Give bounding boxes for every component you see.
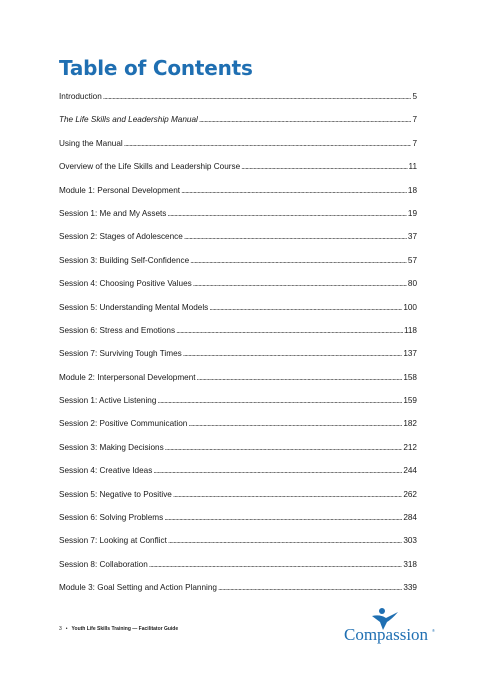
toc-entry-label: Session 1: Me and My Assets	[59, 208, 167, 218]
toc-dot-leader	[176, 326, 403, 335]
toc-dot-leader	[168, 536, 402, 545]
toc-entry[interactable]	[59, 303, 417, 326]
toc-entry-page: 118	[403, 325, 417, 335]
toc-entry[interactable]	[59, 279, 417, 302]
toc-entry-page: 159	[403, 396, 417, 406]
toc-entry-page: 137	[403, 349, 417, 359]
toc-entry-label: Introduction	[59, 92, 102, 101]
toc-entry-label: Session 7: Looking at Conflict	[59, 536, 167, 546]
toc-entry-page: 80	[407, 279, 417, 289]
toc-entry[interactable]	[59, 186, 417, 209]
toc-entry[interactable]	[59, 256, 417, 279]
toc-dot-leader	[157, 396, 402, 405]
toc-entry[interactable]	[59, 466, 417, 489]
toc-dot-leader	[209, 303, 402, 312]
toc-entry-page: 182	[403, 419, 417, 429]
toc-entry-label: Module 1: Personal Development	[59, 185, 181, 195]
toc-entry[interactable]	[59, 583, 417, 606]
toc-entry-label: Session 6: Stress and Emotions	[59, 325, 176, 335]
toc-entry-page: 19	[407, 208, 417, 218]
toc-dot-leader	[218, 583, 402, 592]
toc-entry-label: Using the Manual	[59, 138, 123, 148]
toc-entry-label: Session 7: Surviving Tough Times	[59, 349, 182, 359]
toc-entry-page: 339	[403, 583, 417, 593]
toc-entry-page: 100	[403, 302, 417, 312]
toc-dot-leader	[165, 443, 403, 452]
compassion-logo	[342, 606, 438, 644]
toc-entry[interactable]	[59, 209, 417, 232]
toc-entry-page: 303	[403, 536, 417, 546]
toc-dot-leader	[183, 349, 403, 358]
toc-dot-leader	[181, 186, 407, 195]
toc-entry-label: Session 8: Collaboration	[59, 559, 148, 569]
footer-bullet: •	[65, 626, 68, 632]
toc-entry-page: 57	[407, 255, 417, 265]
toc-entry-page: 318	[403, 559, 417, 569]
toc-dot-leader	[199, 115, 412, 124]
toc-entry-page: 7	[412, 115, 417, 125]
toc-entry-label: Session 2: Positive Communication	[59, 419, 188, 429]
toc-entry[interactable]	[59, 560, 417, 583]
toc-dot-leader	[149, 560, 403, 569]
toc-entry[interactable]	[59, 419, 417, 442]
toc-entry-page: 7	[412, 138, 417, 148]
toc-entry-label: Session 5: Negative to Positive	[59, 489, 172, 499]
toc-dot-leader	[188, 419, 402, 428]
toc-entry-page: 5	[412, 92, 417, 101]
toc-entry-label: Overview of the Life Skills and Leadership Course	[59, 162, 241, 172]
toc-entry-page: 37	[407, 232, 417, 242]
toc-entry[interactable]	[59, 115, 417, 138]
toc-entry[interactable]	[59, 490, 417, 513]
toc-entry-label: The Life Skills and Leadership Manual	[59, 115, 198, 125]
toc-dot-leader	[153, 466, 402, 475]
toc-entry-label: Session 4: Creative Ideas	[59, 466, 153, 476]
toc-entry-label: Session 2: Stages of Adolescence	[59, 232, 183, 242]
toc-entry[interactable]	[59, 232, 417, 255]
toc-entry[interactable]	[59, 443, 417, 466]
toc-entry[interactable]	[59, 326, 417, 349]
toc-entry-label: Session 3: Making Decisions	[59, 442, 164, 452]
page-title: Table of Contents	[59, 56, 253, 80]
toc-dot-leader	[193, 279, 407, 288]
toc-dot-leader	[241, 162, 407, 171]
toc-entry[interactable]	[59, 92, 417, 115]
toc-entry-label: Session 1: Active Listening	[59, 396, 157, 406]
toc-dot-leader	[167, 209, 406, 218]
toc-entry-page: 284	[403, 513, 417, 523]
toc-entry[interactable]	[59, 139, 417, 162]
toc-dot-leader	[164, 513, 402, 522]
toc-dot-leader	[190, 256, 407, 265]
toc-entry-page: 158	[403, 372, 417, 382]
toc-entry[interactable]	[59, 162, 417, 185]
toc-entry-label: Module 2: Interpersonal Development	[59, 372, 196, 382]
toc-entry-label: Session 3: Building Self-Confidence	[59, 255, 190, 265]
toc-entry-page: 11	[408, 162, 417, 172]
svg-text:®: ®	[432, 628, 435, 633]
table-of-contents	[59, 92, 417, 607]
toc-entry-label: Session 6: Solving Problems	[59, 513, 164, 523]
compassion-logo-icon	[342, 606, 438, 644]
toc-dot-leader	[197, 373, 403, 382]
toc-entry[interactable]	[59, 373, 417, 396]
footer-page-number: 3	[59, 626, 62, 632]
toc-dot-leader	[184, 232, 407, 241]
toc-entry[interactable]	[59, 513, 417, 536]
toc-entry-page: 262	[403, 489, 417, 499]
toc-dot-leader	[103, 92, 412, 101]
toc-entry-page: 244	[403, 466, 417, 476]
toc-dot-leader	[173, 490, 402, 499]
toc-dot-leader	[124, 139, 412, 148]
toc-entry[interactable]	[59, 349, 417, 372]
footer-guide-title: Youth Life Skills Training — Facilitator Guide	[71, 626, 179, 632]
toc-entry-page: 212	[403, 442, 417, 452]
toc-entry-label: Module 3: Goal Setting and Action Planning	[59, 583, 217, 593]
toc-entry-label: Session 5: Understanding Mental Models	[59, 302, 209, 312]
page-footer	[59, 626, 178, 632]
toc-entry-page: 18	[407, 185, 417, 195]
toc-entry-label: Session 4: Choosing Positive Values	[59, 279, 192, 289]
toc-entry[interactable]	[59, 396, 417, 419]
logo-text: Compassion	[344, 625, 429, 644]
toc-entry[interactable]	[59, 536, 417, 559]
